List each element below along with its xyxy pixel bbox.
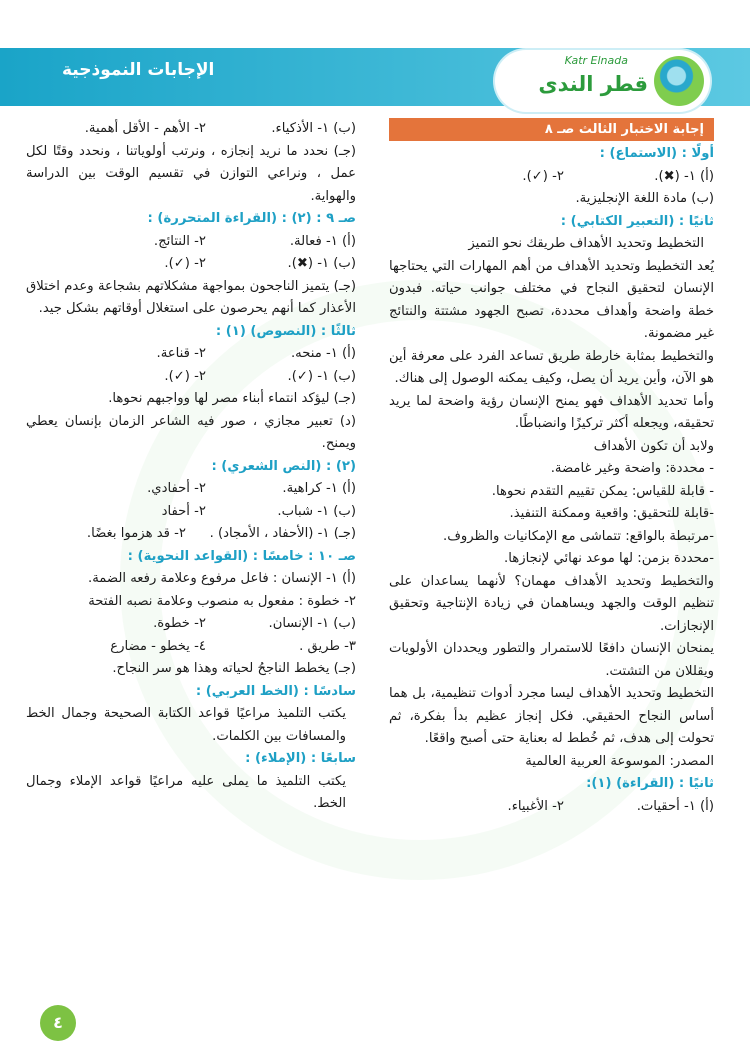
answer-b: ٢- الأهم - الأقل أهمية. <box>84 121 206 136</box>
list-item: - محددة: واضحة وغير غامضة. <box>550 461 714 476</box>
section-heading: صـ ٩ : (٢) : (القراءة المتحررة) : <box>147 211 356 226</box>
list-item: -مرتبطة بالواقع: تتماشى مع الإمكانيات والظروف. <box>443 528 714 544</box>
logo-latin-text: Katr Elnada <box>564 54 628 67</box>
answer-b: ٤- يخطو - مضارع <box>110 638 206 654</box>
answer-row <box>26 501 356 524</box>
essay-line: ولابد أن تكون الأهداف <box>593 438 714 454</box>
list-item: - قابلة للقياس: يمكن تقييم التقدم نحوها. <box>491 483 714 499</box>
page-number-badge: ٤ <box>40 1005 76 1041</box>
answer-row <box>26 366 356 389</box>
answer-paragraph: يكتب التلميذ ما يملى عليه مراعيًا قواعد الإملاء وجمال الخط. <box>26 773 346 811</box>
answer-a: (أ) ١- (✖). <box>654 168 714 184</box>
answer-row <box>26 253 356 276</box>
answer-row <box>26 343 356 366</box>
answer-b: ٢- النتائج. <box>153 233 206 249</box>
answer-line: ٢- خطوة : مفعول به منصوب وعلامة نصبه الفتحة <box>88 593 356 609</box>
section-heading: صـ ١٠ : خامسًا : (القواعد النحوية) : <box>127 548 356 564</box>
essay-paragraph: يُعد التخطيط وتحديد الأهداف من أهم المهارات التي يحتاجها الإنسان لتحقيق النجاح في مختلف جوانب حياته. فبدون خطة واضحة وأهداف محددة، تصبح الجهود مشتتة والنتائج غير مضمونة. <box>389 258 714 341</box>
answer-paragraph: يكتب التلميذ مراعيًا قواعد الكتابة الصحيحة وجمال الخط والمسافات بين الكلمات. <box>26 706 346 744</box>
section-heading: أولًا : (الاستماع) : <box>599 146 714 161</box>
essay-paragraph: يمنحان الإنسان دافعًا للاستمرار والتطور ويحددان الأولويات ويقللان من التشتت. <box>389 641 714 679</box>
answer-a: (أ) ١- فعالة. <box>289 233 356 249</box>
section-heading: (٢) : (النص الشعري) : <box>211 458 356 474</box>
answer-row <box>26 231 356 254</box>
answer-b: ٢- خطوة. <box>153 616 206 631</box>
answer-row <box>26 613 356 636</box>
answer-paragraph: (جـ) نحدد ما نريد إنجازه ، ونرتب أولوياتنا ، ونحدد وقتًا لكل عمل ، ونراعي التوازن في تقسيم الوقت بين الدراسة والهواية. <box>26 143 356 204</box>
source-line: المصدر: الموسوعة العربية العالمية <box>525 753 714 769</box>
answer-row <box>26 478 356 501</box>
publisher-logo <box>495 50 710 112</box>
essay-paragraph: والتخطيط بمثابة خارطة طريق تساعد الفرد على معرفة أين هو الآن، وأين يريد أن يصل، وكيف يمكنه الوصول إلى هناك. <box>389 348 714 386</box>
list-item: -محددة بزمن: لها موعد نهائي لإنجازها. <box>504 551 714 566</box>
answer-b: ٢- الأغبياء. <box>507 798 564 814</box>
answer-a: (ب) ١- الإنسان. <box>268 616 356 631</box>
answer-a: (جـ) ١- (الأحفاد ، الأمجاد) . <box>209 526 356 541</box>
answer-paragraph: (د) تعبير مجازي ، صور فيه الشاعر الزمان بإنسان يعطي ويمنح. <box>26 413 356 451</box>
section-heading: ثالثًا : (النصوص) (١) : <box>215 323 356 339</box>
right-column <box>389 118 714 818</box>
answer-a: (ب) ١- (✓). <box>287 368 356 384</box>
answer-b: ٢- (✓). <box>164 368 206 384</box>
answer-a: (ب) ١- الأذكياء. <box>271 121 356 136</box>
answer-line: (جـ) ليؤكد انتماء أبناء مصر لها وواجبهم نحوها. <box>108 391 356 406</box>
answer-a: (أ) ١- منحه. <box>290 346 356 361</box>
essay-paragraph: وأما تحديد الأهداف فهو يمنح الإنسان رؤية واضحة لما يريد تحقيقه، ويجعله أكثر تركيزًا وانضباطًا. <box>389 393 714 431</box>
answer-b: ٢- (✓). <box>522 168 564 184</box>
answer-b: ٢- أحفاد <box>161 503 206 519</box>
answer-b: ٢- قد هزموا بغضًا. <box>86 526 186 541</box>
list-item: -قابلة للتحقيق: واقعية وممكنة التنفيذ. <box>509 506 714 521</box>
exam-answer-banner: إجابة الاختبار الثالث صـ ٨ <box>389 118 714 141</box>
answer-b: ٢- (✓). <box>164 256 206 271</box>
answer-row <box>26 118 356 141</box>
answer-row <box>26 636 356 659</box>
left-column <box>26 118 356 816</box>
answer-row <box>389 796 714 819</box>
answer-a: (ب) ١- شباب. <box>277 503 356 519</box>
essay-paragraph: والتخطيط وتحديد الأهداف مهمان؟ لأنهما يساعدان على تنظيم الوقت والجهد ويساهمان في زيادة الإنتاجية وتحقيق الإنجازات. <box>389 573 714 634</box>
section-heading: ثانيًا : (القراءة) (١): <box>586 776 714 791</box>
header-title: الإجابات النموذجية <box>62 60 215 80</box>
logo-arabic-text: قطر الندى <box>538 72 648 96</box>
answer-row <box>26 523 356 546</box>
answer-a: (أ) ١- كراهية. <box>282 481 356 496</box>
answer-line: (جـ) يخطط الناجحُ لحياته وهذا هو سر النجاح. <box>112 661 356 676</box>
answer-row <box>389 166 714 189</box>
answer-b: ٢- قناعة. <box>156 346 206 361</box>
answer-a: ٣- طريق . <box>299 638 356 654</box>
section-heading: سادسًا : (الخط العربي) : <box>195 683 356 699</box>
essay-title: التخطيط وتحديد الأهداف طريقك نحو التميز <box>468 236 704 251</box>
answer-paragraph: (جـ) يتميز الناجحون بمواجهة مشكلاتهم بشجاعة وعدم اختلاق الأعذار كما أنهم يحرصون على استغلال أوقاتهم بشكل جيد. <box>26 278 356 316</box>
answer-line: (ب) مادة اللغة الإنجليزية. <box>575 191 714 206</box>
essay-paragraph: التخطيط وتحديد الأهداف ليسا مجرد أدوات تنظيمية، بل هما أساس النجاح الحقيقي. فكل إنجاز عظيم بدأ بفكرة، ثم تحولت إلى هدف، ثم خُطط له بعناية حتى أصبح واقعًا. <box>389 686 714 746</box>
answer-a: (ب) ١- (✖). <box>287 256 356 271</box>
section-heading: ثانيًا : (التعبير الكتابي) : <box>560 213 714 229</box>
answer-line: (أ) ١- الإنسان : فاعل مرفوع وعلامة رفعه الضمة. <box>88 571 356 586</box>
answer-a: (أ) ١- أحقيات. <box>636 798 714 814</box>
answer-b: ٢- أحفادي. <box>147 481 206 496</box>
section-heading: سابعًا : (الإملاء) : <box>245 751 356 766</box>
water-drop-icon <box>654 56 704 106</box>
